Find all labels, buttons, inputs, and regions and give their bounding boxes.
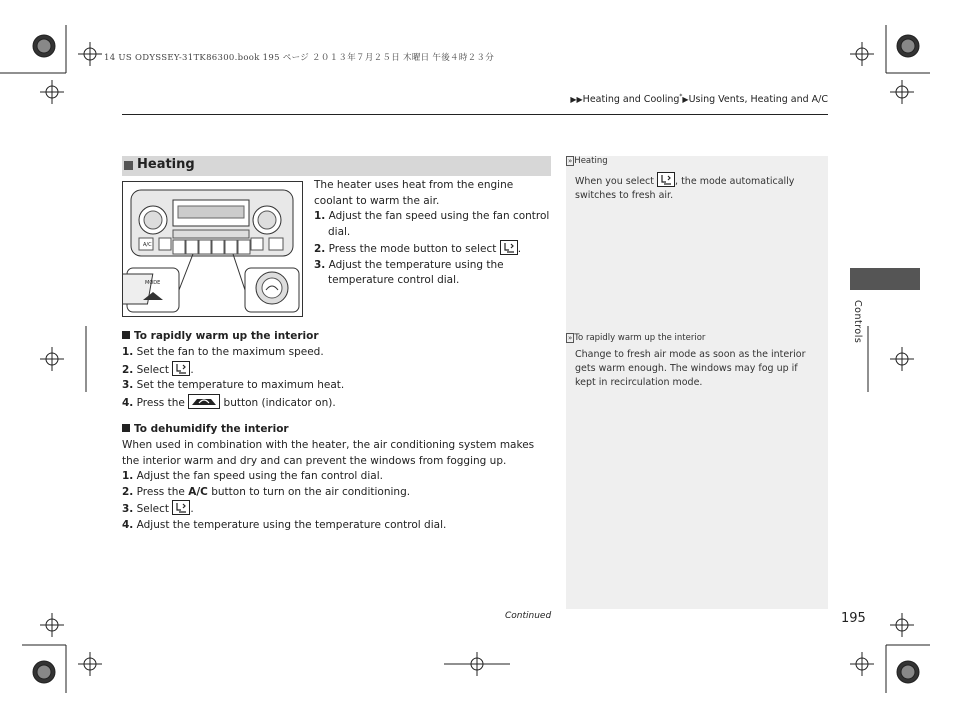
header-rule [122,114,828,115]
dehum-step-4: 4. Adjust the temperature using the temperature control dial. [122,518,447,531]
dehum-step-3: 3. Select . [122,500,552,518]
square-bullet-icon [122,424,130,432]
heat-floor-mode-icon [172,361,190,376]
breadcrumb [570,93,828,105]
breadcrumb-asterisk: * [679,93,683,100]
panel-ac-label: A/C [143,242,152,248]
dehum-step-1: 1. Adjust the fan speed using the fan control dial. [122,470,383,482]
recirculation-car-icon [188,394,220,409]
note-heading-heating: » Heating [568,156,608,166]
heat-floor-mode-icon [172,500,190,515]
climate-panel-drawing [123,182,302,316]
section-steps [314,209,552,289]
square-bullet-icon [122,331,130,339]
section-title: Heating [137,157,195,172]
note-body-heating: When you select , the mode automatically switches to fresh air. [575,172,820,203]
continued-label: Continued [505,611,552,621]
rapid-step-3: 3. Set the temperature to maximum heat. [122,379,345,391]
chapter-tab [850,268,920,290]
rapid-step-1: 1. Set the fan to the maximum speed. [122,346,324,358]
page-number: 195 [841,611,866,626]
heat-floor-mode-icon [657,172,675,187]
rapid-step-4: 4. Press the button (indicator on). [122,394,552,412]
note-heading-rapid: » To rapidly warm up the interior [568,333,706,343]
arrow-icon: ▶ [682,95,689,105]
rapid-warm-heading: To rapidly warm up the interior [122,330,319,342]
heat-floor-mode-icon [500,240,518,255]
section-heading-bar [122,156,551,176]
square-bullet-icon [124,161,133,170]
note-ref-icon: » [568,334,573,342]
dehumidify-intro: When used in combination with the heater, the air conditioning system makes the interior warm and dry and can prevent the windows from fogging up. [122,439,535,467]
chapter-tab-label: Controls [852,300,863,344]
climate-panel-illustration [122,181,303,317]
dehum-step-2: 2. Press the A/C button to turn on the air conditioning. [122,485,411,498]
print-header: 14 US ODYSSEY-31TK86300.book 195 ページ ２０１３年７月２５日 木曜日 午後４時２３分 [104,53,495,63]
panel-mode-label: MODE [145,280,161,286]
breadcrumb-part2: Using Vents, Heating and A/C [688,94,828,106]
rapid-warm-steps [122,345,552,411]
step-3: 3. Adjust the temperature using the temperature control dial. [314,258,504,286]
double-arrow-icon: ▶▶ [570,95,583,105]
rapid-step-2: 2. Select . [122,361,552,379]
section-intro: The heater uses heat from the engine coolant to warm the air. [314,179,514,207]
dehumidify-steps [122,469,552,533]
dehumidify-heading: To dehumidify the interior [122,423,289,435]
note-body-rapid: Change to fresh air mode as soon as the interior gets warm enough. The windows may fog up if kept in recirculation mode. [575,349,806,388]
note-ref-icon: » [568,157,573,165]
breadcrumb-part1: Heating and Cooling [582,94,680,106]
step-2: 2. Press the mode button to select . [314,240,552,258]
step-1: 1. Adjust the fan speed using the fan control dial. [314,210,550,238]
